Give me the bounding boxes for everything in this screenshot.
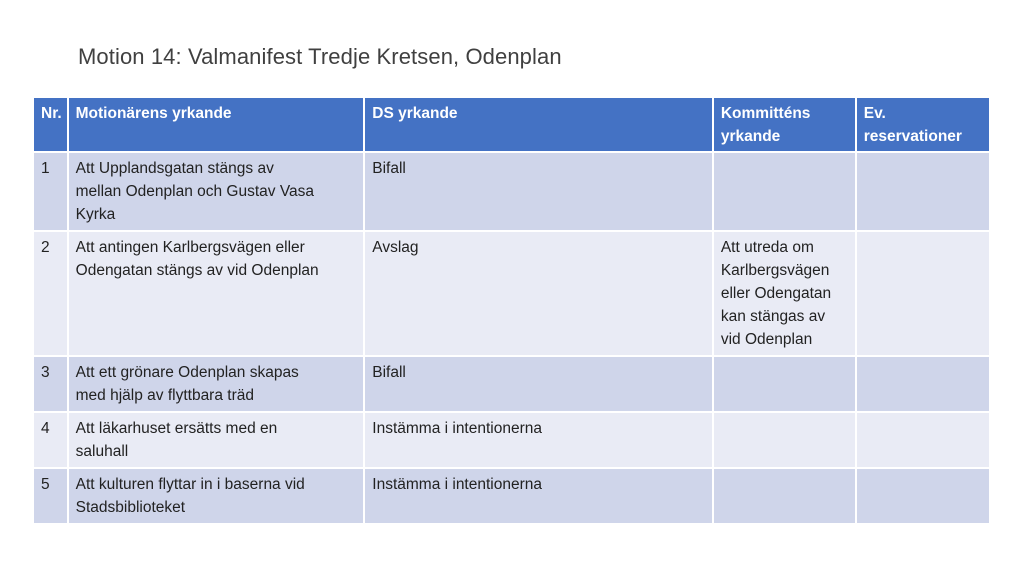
cell-nr-text: 4 bbox=[41, 420, 50, 437]
header-ev bbox=[856, 97, 990, 152]
table-row bbox=[33, 231, 990, 356]
cell-kommitte-line: Att utreda om bbox=[720, 239, 814, 256]
cell-ds-text: Instämma i intentionerna bbox=[372, 476, 542, 493]
cell-motion-line: Kyrka bbox=[75, 206, 116, 223]
cell-motion-line: Att kulturen flyttar in i baserna vid bbox=[75, 476, 305, 493]
cell-kommitte bbox=[713, 412, 856, 468]
cell-kommitte-line: eller Odengatan bbox=[720, 285, 832, 302]
table-row bbox=[33, 152, 990, 231]
cell-nr bbox=[33, 412, 68, 468]
cell-motion bbox=[68, 468, 365, 524]
cell-ds bbox=[364, 356, 713, 412]
cell-ds-text: Avslag bbox=[372, 239, 419, 256]
cell-motion-line: Att läkarhuset ersätts med en bbox=[75, 420, 278, 437]
cell-ev bbox=[856, 412, 990, 468]
cell-nr bbox=[33, 231, 68, 356]
cell-motion-line: Att Upplandsgatan stängs av bbox=[75, 160, 274, 177]
header-ev-label-line: Ev. bbox=[863, 105, 886, 122]
cell-motion-line: med hjälp av flyttbara träd bbox=[75, 387, 254, 404]
table-header-row bbox=[33, 97, 990, 152]
header-motion bbox=[68, 97, 365, 152]
cell-motion bbox=[68, 412, 365, 468]
header-ev-label-line: reservationer bbox=[863, 128, 962, 145]
cell-kommitte bbox=[713, 356, 856, 412]
header-nr-label: Nr. bbox=[41, 105, 62, 122]
header-motion-label: Motionärens yrkande bbox=[75, 105, 232, 122]
cell-kommitte-line: Karlbergsvägen bbox=[720, 262, 830, 279]
cell-nr-text: 1 bbox=[41, 160, 50, 177]
cell-nr bbox=[33, 152, 68, 231]
cell-motion-line: saluhall bbox=[75, 443, 129, 460]
header-ds-label: DS yrkande bbox=[372, 105, 458, 122]
cell-ev bbox=[856, 152, 990, 231]
cell-ds bbox=[364, 152, 713, 231]
page-title: Motion 14: Valmanifest Tredje Kretsen, Odenplan bbox=[78, 44, 562, 69]
cell-ds-text: Instämma i intentionerna bbox=[372, 420, 542, 437]
cell-ds bbox=[364, 231, 713, 356]
header-nr bbox=[33, 97, 68, 152]
cell-ds bbox=[364, 468, 713, 524]
cell-motion bbox=[68, 356, 365, 412]
cell-ds bbox=[364, 412, 713, 468]
cell-ev bbox=[856, 231, 990, 356]
cell-kommitte-line: vid Odenplan bbox=[720, 331, 813, 348]
cell-nr bbox=[33, 468, 68, 524]
table-row bbox=[33, 412, 990, 468]
cell-motion-line: Att ett grönare Odenplan skapas bbox=[75, 364, 299, 381]
cell-motion bbox=[68, 152, 365, 231]
cell-motion bbox=[68, 231, 365, 356]
cell-motion-line: Stadsbiblioteket bbox=[75, 499, 186, 516]
header-kommitte-label-line: Kommitténs bbox=[720, 105, 811, 122]
cell-nr-text: 3 bbox=[41, 364, 50, 381]
cell-nr bbox=[33, 356, 68, 412]
motion-table bbox=[32, 96, 991, 525]
table-body bbox=[33, 152, 990, 524]
cell-ev bbox=[856, 356, 990, 412]
table-row bbox=[33, 356, 990, 412]
cell-ds-text: Bifall bbox=[372, 160, 406, 177]
cell-motion-line: mellan Odenplan och Gustav Vasa bbox=[75, 183, 315, 200]
header-ds bbox=[364, 97, 713, 152]
cell-nr-text: 5 bbox=[41, 476, 50, 493]
cell-nr-text: 2 bbox=[41, 239, 50, 256]
table-row bbox=[33, 468, 990, 524]
header-kommitte bbox=[713, 97, 856, 152]
cell-ds-text: Bifall bbox=[372, 364, 406, 381]
cell-kommitte bbox=[713, 468, 856, 524]
header-kommitte-label-line: yrkande bbox=[720, 128, 781, 145]
cell-motion-line: Odengatan stängs av vid Odenplan bbox=[75, 262, 319, 279]
cell-motion-line: Att antingen Karlbergsvägen eller bbox=[75, 239, 305, 256]
cell-ev bbox=[856, 468, 990, 524]
cell-kommitte bbox=[713, 231, 856, 356]
cell-kommitte-line: kan stängas av bbox=[720, 308, 826, 325]
cell-kommitte bbox=[713, 152, 856, 231]
